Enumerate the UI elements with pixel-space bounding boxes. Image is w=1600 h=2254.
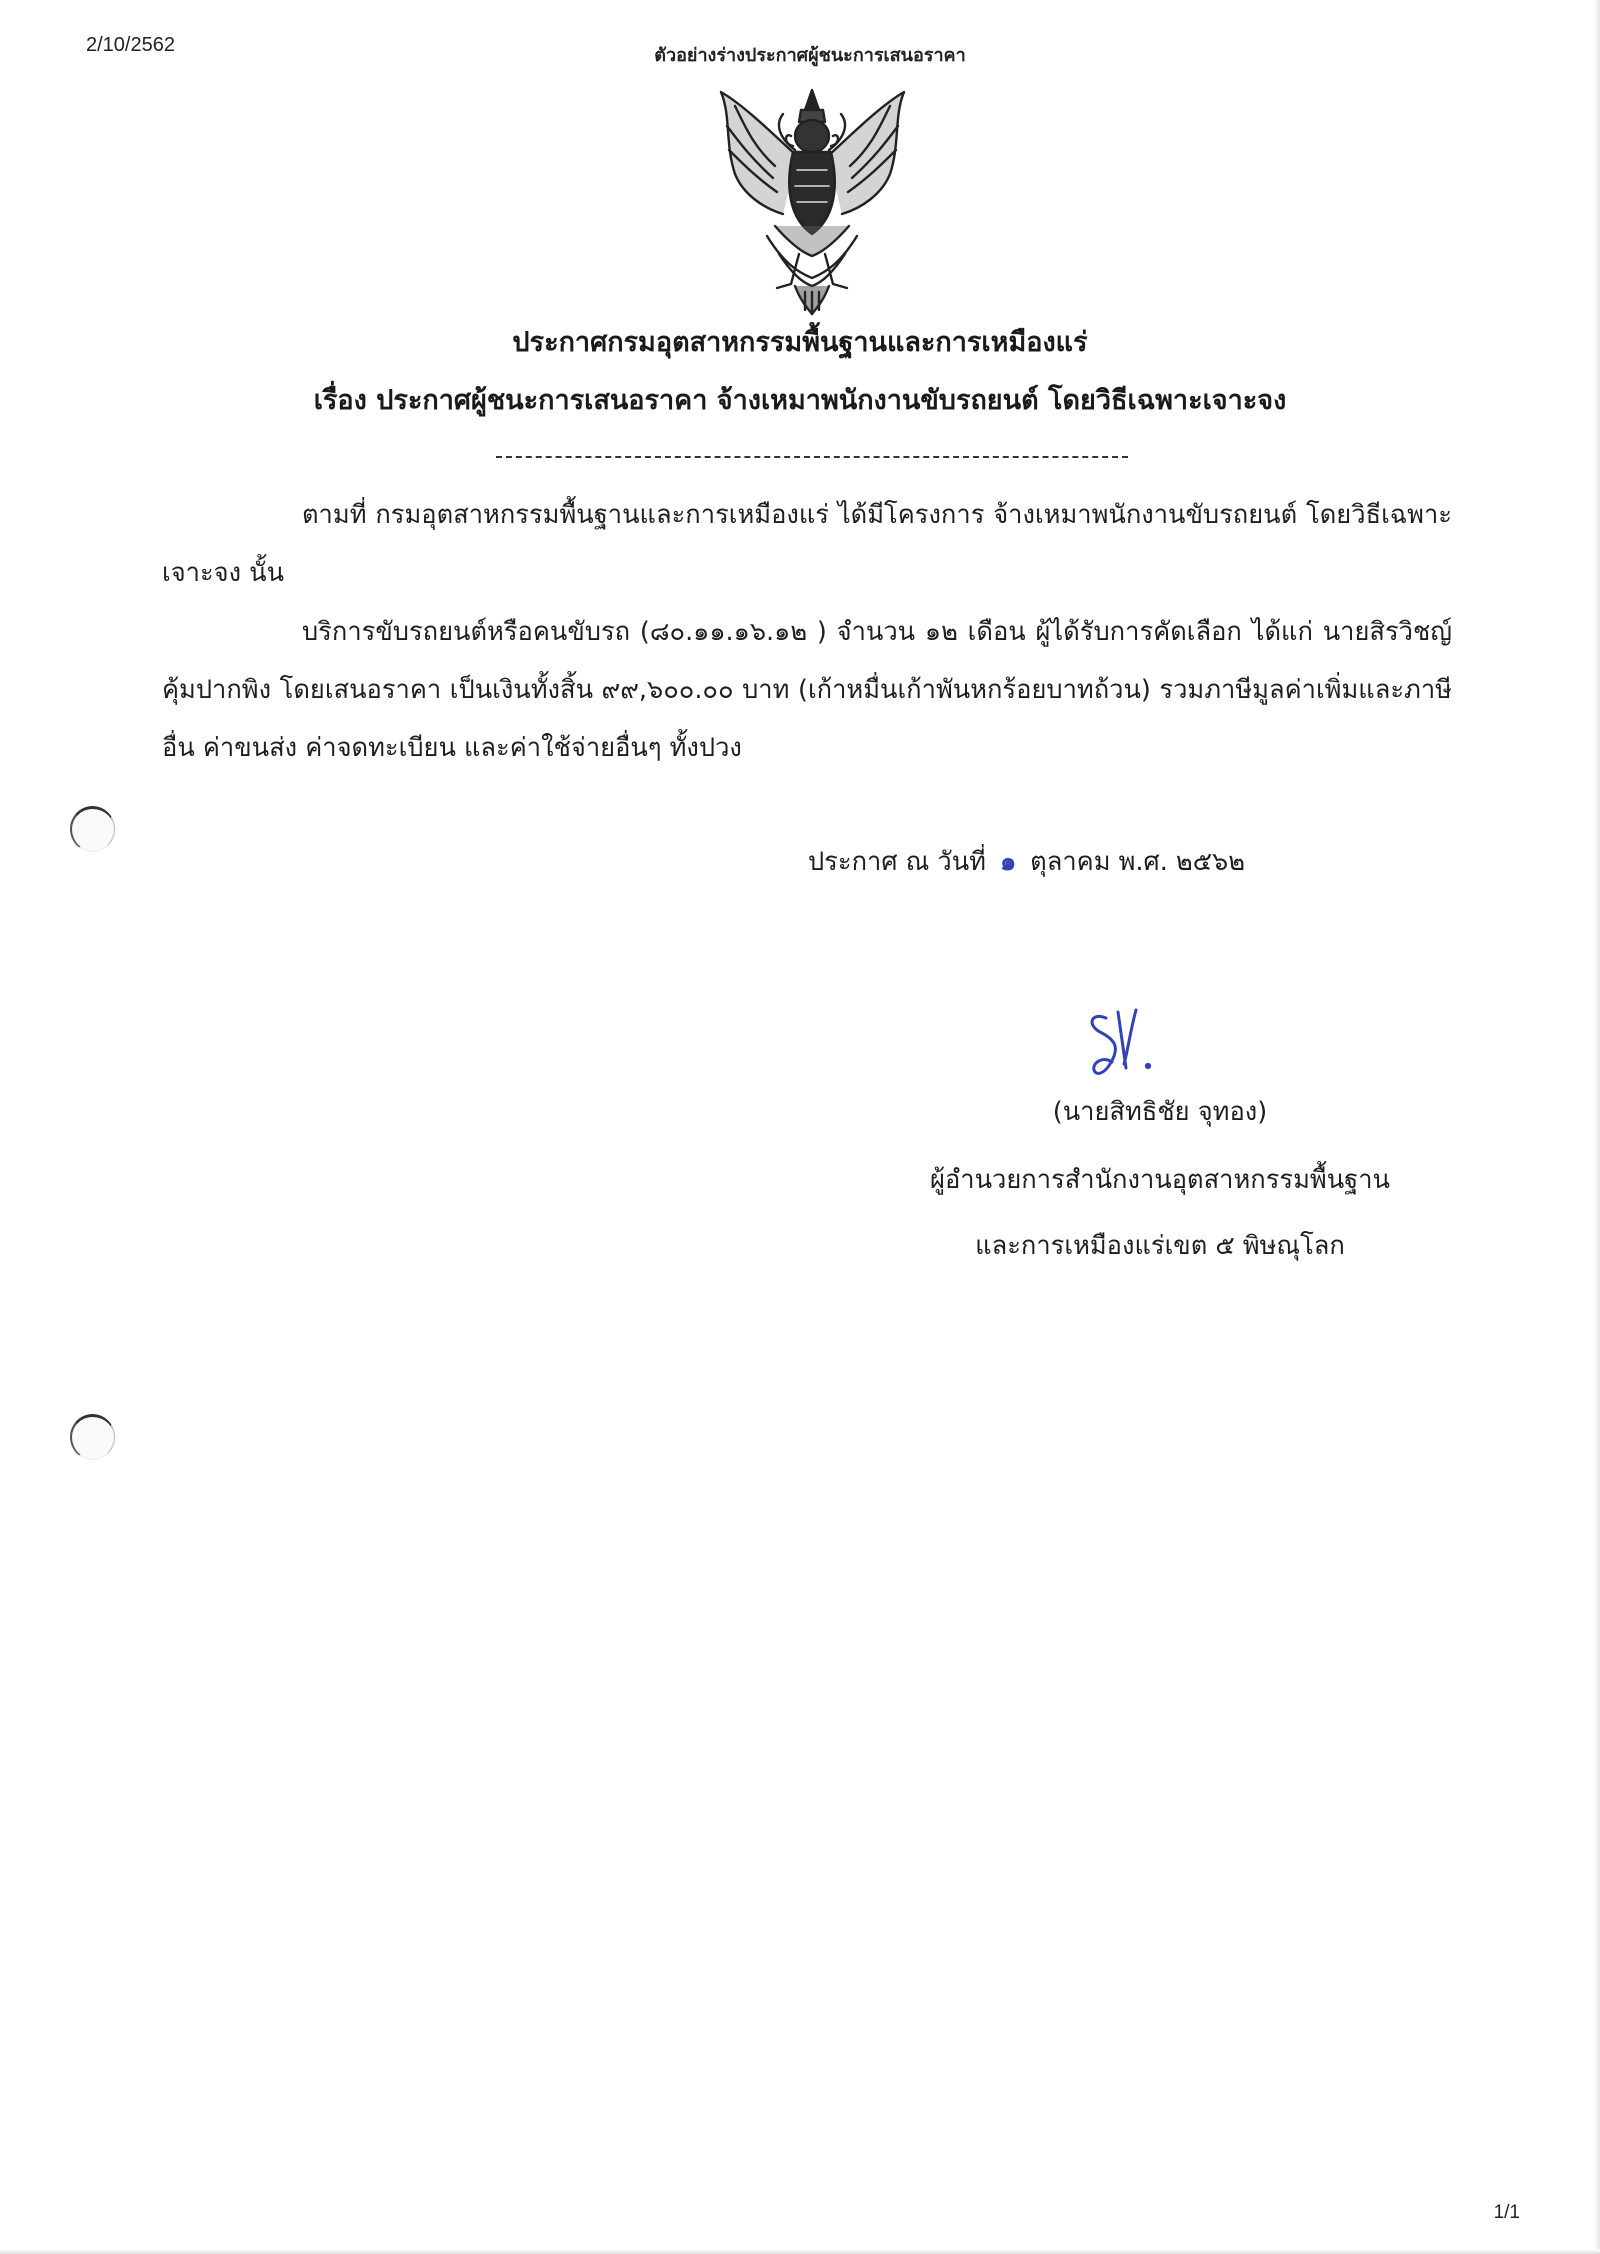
punch-hole [70, 806, 115, 852]
announcement-day-handwritten: ๑ [999, 847, 1017, 877]
announcement-title: ประกาศกรมอุตสาหกรรมพื้นฐานและการเหมืองแร่ [512, 327, 1088, 358]
body-paragraph-2-text: บริการขับรถยนต์หรือคนขับรถ (๘๐.๑๑.๑๖.๑๒ ) จำนวน ๑๒ เดือน ผู้ได้รับการคัดเลือก ได้แก่ นายสิรวิชญ์ คุ้มปากพิง โดยเสนอราคา เป็นเงินทั้งสิ้น ๙๙,๖๐๐.๐๐ บาท (เก้าหมื่นเก้าพันหกร้อยบาทถ้วน) รวมภาษีมูลค่าเพิ่มและภาษีอื่น ค่าขนส่ง ค่าจดทะเบียน และค่าใช้จ่ายอื่นๆ ทั้งปวง [162, 617, 1452, 763]
print-date: 2/10/2562 [86, 34, 175, 56]
announcement-month-year: ตุลาคม พ.ศ. ๒๕๖๒ [1030, 847, 1246, 877]
body-paragraph-2 [162, 603, 1452, 777]
handwritten-signature-icon [1078, 1004, 1168, 1084]
page-number: 1/1 [1493, 2202, 1520, 2223]
punch-hole [70, 1414, 115, 1460]
signatory-name: (นายสิทธิชัย จุทอง) [1052, 1097, 1268, 1127]
announcement-subject: เรื่อง ประกาศผู้ชนะการเสนอราคา จ้างเหมาพนักงานขับรถยนต์ โดยวิธีเฉพาะเจาะจง [313, 385, 1287, 416]
garuda-emblem-icon [705, 86, 920, 316]
scan-edge-right [1594, 0, 1600, 2254]
signatory-position-line-1: ผู้อำนวยการสำนักงานอุตสาหกรรมพื้นฐาน [930, 1165, 1390, 1195]
body-paragraph-1 [162, 486, 1452, 602]
body-paragraph-1-text: ตามที่ กรมอุตสาหกรรมพื้นฐานและการเหมืองแร่ ได้มีโครงการ จ้างเหมาพนักงานขับรถยนต์ โดยวิธีเฉพาะเจาะจง นั้น [162, 500, 1452, 588]
title-divider [496, 456, 1128, 458]
draft-label: ตัวอย่างร่างประกาศผู้ชนะการเสนอราคา [654, 45, 966, 66]
announcement-date [808, 842, 1245, 882]
announcement-date-prefix: ประกาศ ณ วันที่ [808, 847, 986, 877]
scan-edge-bottom [0, 2249, 1600, 2254]
signatory-position-line-2: และการเหมืองแร่เขต ๕ พิษณุโลก [975, 1231, 1345, 1261]
